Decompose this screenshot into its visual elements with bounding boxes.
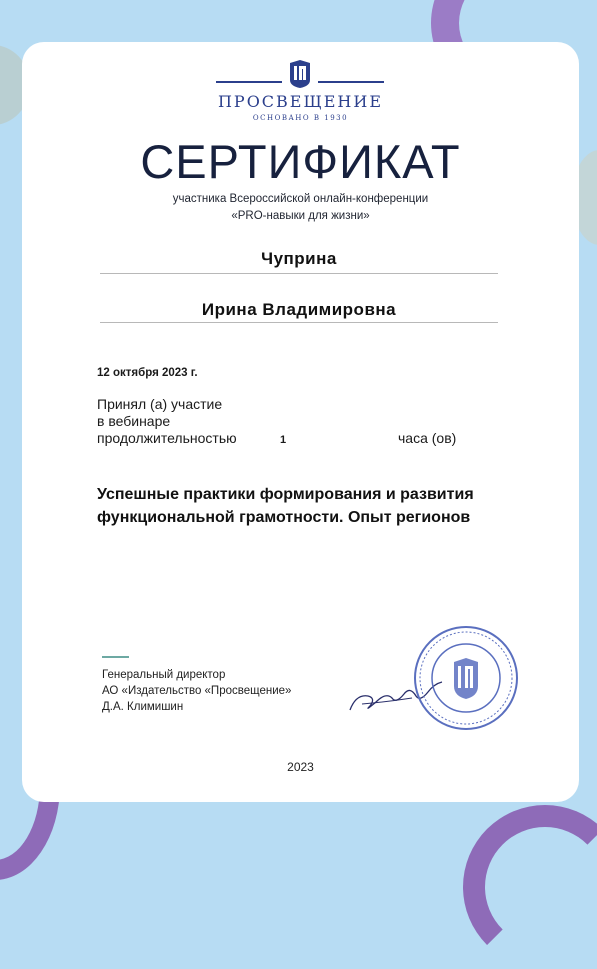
duration-unit: часа (ов) <box>398 430 457 446</box>
participation-line2: в вебинаре <box>97 413 171 429</box>
certificate-year: 2023 <box>287 760 314 774</box>
logo-line-right <box>318 81 384 83</box>
signatory-block <box>102 667 291 715</box>
signatory-name: Д.А. Климишин <box>102 701 184 713</box>
last-name-underline <box>100 273 498 274</box>
company-stamp <box>412 624 520 732</box>
recipient-last-name: Чуприна <box>261 249 337 268</box>
name-underline <box>100 322 498 323</box>
publisher-tagline: ОСНОВАНО В 1930 <box>252 114 349 122</box>
webinar-title <box>97 483 517 529</box>
duration-label: продолжительностью <box>97 430 237 446</box>
webinar-title-line2: функциональной грамотности. Опыт регионов <box>97 509 471 526</box>
duration-value: 1 <box>280 434 287 446</box>
signatory-company: АО «Издательство «Просвещение» <box>102 685 292 697</box>
recipient-first-middle-name: Ирина Владимировна <box>201 300 397 319</box>
publisher-emblem-icon <box>289 60 311 88</box>
bg-decor-purple-bottom <box>463 805 597 969</box>
publisher-logo <box>22 60 579 130</box>
webinar-title-line1: Успешные практики формирования и развития <box>97 486 474 503</box>
signature-dash <box>102 656 129 658</box>
certificate-card <box>22 42 579 802</box>
event-date: 12 октября 2023 г. <box>97 367 198 379</box>
participation-line1: Принял (а) участие <box>97 396 223 412</box>
certificate-subtitle-line1: участника Всероссийской онлайн-конференции <box>172 193 429 205</box>
logo-line-left <box>216 81 282 83</box>
certificate-subtitle-line2: «PRO-навыки для жизни» <box>231 210 370 222</box>
publisher-name: ПРОСВЕЩЕНИЕ <box>217 92 384 111</box>
signatory-position: Генеральный директор <box>102 669 226 681</box>
certificate-title: СЕРТИФИКАТ <box>140 135 461 188</box>
